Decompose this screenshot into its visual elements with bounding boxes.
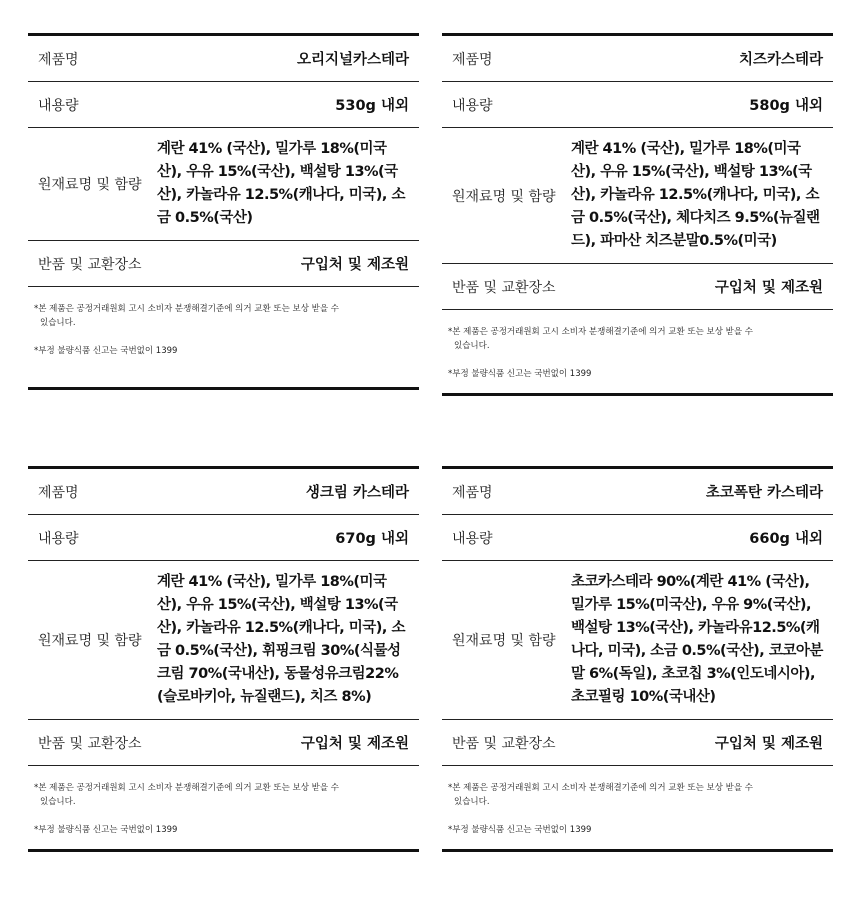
notes (28, 766, 419, 849)
note-exchange-cont: 있습니다. (40, 797, 76, 807)
product-name-row (28, 36, 419, 82)
note-exchange: *본 제품은 공정거래원회 고시 소비자 분쟁해결기준에 의거 교환 또는 보상 받을 수 (34, 783, 339, 793)
label-card-cream (28, 466, 419, 852)
note-report: *부정 불량식품 신고는 국번없이 1399 (448, 825, 592, 835)
product-name-value: 오리지널카스테라 (296, 52, 409, 68)
note-exchange-cont: 있습니다. (40, 318, 76, 328)
return-value: 구입처 및 제조원 (300, 736, 409, 752)
note-exchange-cont: 있습니다. (454, 797, 490, 807)
volume-label: 내용량 (452, 530, 493, 547)
volume-value: 580g 내외 (749, 98, 823, 114)
ingredients-row (28, 128, 419, 241)
ingredients-row (442, 128, 833, 264)
product-name-row (28, 469, 419, 515)
return-row (28, 241, 419, 287)
label-card-choco (442, 466, 833, 852)
volume-row (442, 82, 833, 128)
product-name-label: 제품명 (452, 484, 493, 501)
note-exchange: *본 제품은 공정거래원회 고시 소비자 분쟁해결기준에 의거 교환 또는 보상 받을 수 (34, 304, 339, 314)
note-exchange-cont: 있습니다. (454, 341, 490, 351)
product-name-value: 초코폭탄 카스테라 (705, 485, 823, 501)
volume-row (28, 82, 419, 128)
label-card-cheese (442, 33, 833, 396)
ingredients-value: 초코카스테라 90%(계란 41% (국산), 밀가루 15%(미국산), 우유 9%(국산), 백설탕 13%(국산), 카놀라유12.5%(캐나다, 미국), 소금 0.5%(국산), 코코아분말 6%(독일), 초코칩 3%(인도네시아), 초코필링 10%(국내산) (571, 574, 823, 705)
return-value: 구입처 및 제조원 (714, 280, 823, 296)
ingredients-label: 원재료명 및 함량 (38, 177, 142, 193)
product-name-value: 생크림 카스테라 (305, 485, 409, 501)
volume-label: 내용량 (452, 97, 493, 114)
notes (442, 310, 833, 393)
note-exchange: *본 제품은 공정거래원회 고시 소비자 분쟁해결기준에 의거 교환 또는 보상 받을 수 (448, 783, 753, 793)
product-name-label: 제품명 (38, 51, 79, 68)
ingredients-value: 계란 41% (국산), 밀가루 18%(미국산), 우유 15%(국산), 백설탕 13%(국산), 카놀라유 12.5%(캐나다, 미국), 소금 0.5%(국산) (157, 141, 405, 226)
volume-row (28, 515, 419, 561)
product-name-value: 치즈카스테라 (738, 52, 823, 68)
product-name-row (442, 469, 833, 515)
label-card-original (28, 33, 419, 390)
ingredients-label: 원재료명 및 함량 (38, 633, 142, 649)
notes (28, 287, 419, 387)
ingredients-row (442, 561, 833, 720)
return-value: 구입처 및 제조원 (300, 257, 409, 273)
note-report: *부정 불량식품 신고는 국번없이 1399 (34, 825, 178, 835)
note-exchange: *본 제품은 공정거래원회 고시 소비자 분쟁해결기준에 의거 교환 또는 보상 받을 수 (448, 327, 753, 337)
note-report: *부정 불량식품 신고는 국번없이 1399 (448, 369, 592, 379)
ingredients-label: 원재료명 및 함량 (452, 188, 556, 205)
ingredients-value: 계란 41% (국산), 밀가루 18%(미국산), 우유 15%(국산), 백설탕 13%(국산), 카놀라유 12.5%(캐나다, 미국), 소금 0.5%(국산), 휘핑크림 30%(식물성크림 70%(국내산), 동물성유크림22%(슬로바키아, 뉴질랜드), 치즈 8%) (157, 574, 405, 705)
volume-row (442, 515, 833, 561)
return-value: 구입처 및 제조원 (714, 736, 823, 752)
volume-value: 670g 내외 (335, 531, 409, 547)
product-name-label: 제품명 (452, 51, 493, 68)
return-row (28, 720, 419, 766)
return-label: 반품 및 교환장소 (452, 279, 556, 296)
volume-value: 530g 내외 (335, 98, 409, 114)
return-label: 반품 및 교환장소 (452, 735, 556, 752)
ingredients-value: 계란 41% (국산), 밀가루 18%(미국산), 우유 15%(국산), 백설탕 13%(국산), 카놀라유 12.5%(캐나다, 미국), 소금 0.5%(국산), 체다치즈 9.5%(뉴질랜드), 파마산 치즈분말0.5%(미국) (571, 141, 820, 249)
volume-value: 660g 내외 (749, 531, 823, 547)
product-name-row (442, 36, 833, 82)
notes (442, 766, 833, 849)
note-report: *부정 불량식품 신고는 국번없이 1399 (34, 346, 178, 356)
return-row (442, 264, 833, 310)
product-name-label: 제품명 (38, 484, 79, 501)
ingredients-label: 원재료명 및 함량 (452, 633, 556, 649)
return-row (442, 720, 833, 766)
return-label: 반품 및 교환장소 (38, 735, 142, 752)
ingredients-row (28, 561, 419, 720)
volume-label: 내용량 (38, 530, 79, 547)
return-label: 반품 및 교환장소 (38, 256, 142, 273)
volume-label: 내용량 (38, 97, 79, 114)
